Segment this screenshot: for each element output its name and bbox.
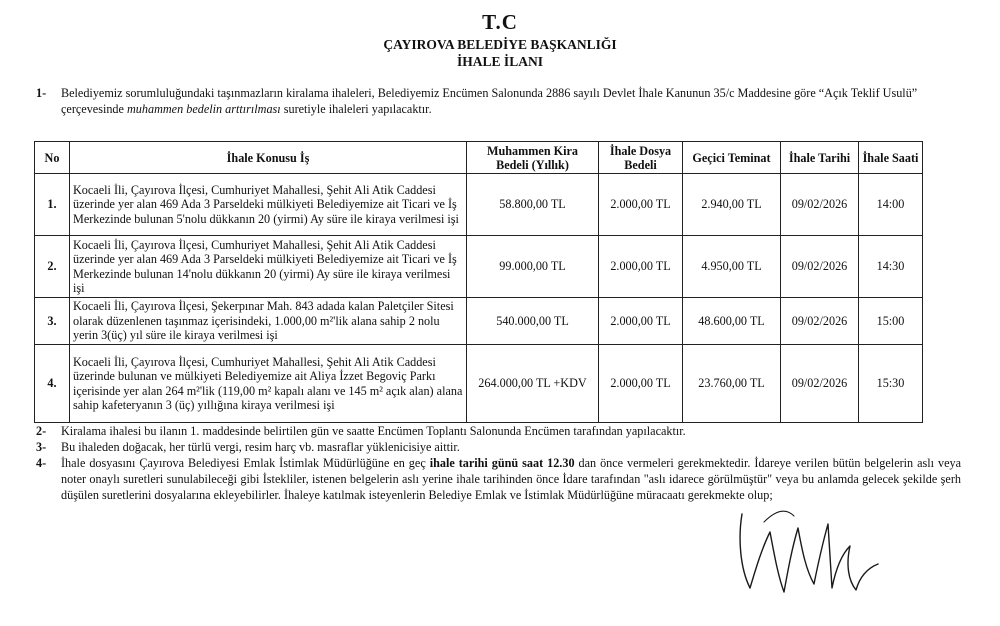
row-deposit: 2.940,00 TL bbox=[683, 174, 781, 236]
row-deposit: 23.760,00 TL bbox=[683, 345, 781, 423]
row-time: 14:30 bbox=[859, 236, 923, 298]
col-header-time: İhale Saati bbox=[859, 142, 923, 174]
note-3-number: 3- bbox=[36, 440, 47, 454]
row-time: 14:00 bbox=[859, 174, 923, 236]
intro-text-start: Belediyemiz sorumluluğundaki taşınmazların kiralama ihaleleri, Belediyemiz Encümen Salonunda 2886 sayılı Devlet İhale Kanunun 35/c Maddesine göre “Açık Teklif Usulü” çerçevesinde bbox=[61, 86, 918, 116]
intro-paragraph bbox=[61, 85, 961, 117]
row-deposit: 48.600,00 TL bbox=[683, 298, 781, 345]
row-number: 1. bbox=[35, 174, 70, 236]
row-subject: Kocaeli İli, Çayırova İlçesi, Şekerpınar Mah. 843 adada kalan Paletçiler Sitesi olarak düzenlenen taşınmaz içerisindeki, 1.000,00 m²'lik alana sahip 2 nolu yerin 3(üç) yıl süre ile kiraya verilmesi işi bbox=[70, 298, 467, 345]
col-header-date: İhale Tarihi bbox=[781, 142, 859, 174]
row-file-fee: 2.000,00 TL bbox=[599, 298, 683, 345]
note-4-text-start: İhale dosyasını Çayırova Belediyesi Emlak İstimlak Müdürlüğüne en geç bbox=[61, 456, 430, 470]
row-file-fee: 2.000,00 TL bbox=[599, 345, 683, 423]
header-subtitle: İHALE İLANI bbox=[457, 54, 543, 69]
row-rent: 540.000,00 TL bbox=[467, 298, 599, 345]
note-4-paragraph bbox=[61, 455, 961, 503]
table-row bbox=[35, 174, 923, 236]
row-number: 2. bbox=[35, 236, 70, 298]
note-2-text: Kiralama ihalesi bu ilanın 1. maddesinde belirtilen gün ve saatte Encümen Toplantı Salonunda Encümen tarafından yapılacaktır. bbox=[61, 424, 686, 438]
row-date: 09/02/2026 bbox=[781, 298, 859, 345]
intro-number: 1- bbox=[36, 86, 47, 100]
note-3-text: Bu ihaleden doğacak, her türlü vergi, resim harç vb. masraflar yüklenicisiye aittir. bbox=[61, 440, 460, 454]
col-header-subject: İhale Konusu İş bbox=[70, 142, 467, 174]
intro-text-italic: muhammen bedelin arttırılması bbox=[126, 102, 281, 116]
signature-icon bbox=[728, 498, 898, 610]
header-title: T.C bbox=[482, 10, 518, 34]
note-2-number: 2- bbox=[36, 424, 47, 438]
row-file-fee: 2.000,00 TL bbox=[599, 174, 683, 236]
col-header-no: No bbox=[35, 142, 70, 174]
row-date: 09/02/2026 bbox=[781, 174, 859, 236]
tender-table bbox=[34, 141, 923, 423]
table-row bbox=[35, 345, 923, 423]
row-time: 15:30 bbox=[859, 345, 923, 423]
note-4-number: 4- bbox=[36, 456, 47, 470]
row-date: 09/02/2026 bbox=[781, 345, 859, 423]
row-date: 09/02/2026 bbox=[781, 236, 859, 298]
header-institution: ÇAYIROVA BELEDİYE BAŞKANLIĞI bbox=[383, 37, 617, 52]
intro-text-end: suretiyle ihaleleri yapılacaktır. bbox=[280, 102, 432, 116]
row-number: 3. bbox=[35, 298, 70, 345]
col-header-file-fee: İhale Dosya Bedeli bbox=[599, 142, 683, 174]
row-rent: 99.000,00 TL bbox=[467, 236, 599, 298]
col-header-rent: Muhammen Kira Bedeli (Yıllık) bbox=[467, 142, 599, 174]
row-rent: 264.000,00 TL +KDV bbox=[467, 345, 599, 423]
row-subject: Kocaeli İli, Çayırova İlçesi, Cumhuriyet Mahallesi, Şehit Ali Atik Caddesi üzerinde yer alan 469 Ada 3 Parseldeki mülkiyeti Belediyemize ait Ticari ve İş Merkezinde bulunan 14'nolu dükkanın 20 (yirmi) Ay süre ile kiraya verilmesi işi bbox=[70, 236, 467, 298]
table-header-row bbox=[35, 142, 923, 174]
note-4-text-end: dan önce vermeleri gerekmektedir. İdareye verilen bütün belgelerin aslı veya noter onaylı suretleri sunulabileceği gibi İstekliler, istenen belgelerin aslı yerine ihale tarihinden önce İdare tarafından "aslı idarece görülmüştür" veya bu anlamda gelecek şekilde şerh düşülen suretlerini dosyalarına ekleyebilirler. İhaleye katılmak isteyenlerin Belediye Emlak ve İstimlak Müdürlüğüne müracaatı gerekmekte olup; bbox=[61, 456, 961, 502]
table-row bbox=[35, 298, 923, 345]
row-file-fee: 2.000,00 TL bbox=[599, 236, 683, 298]
col-header-deposit: Geçici Teminat bbox=[683, 142, 781, 174]
row-subject: Kocaeli İli, Çayırova İlçesi, Cumhuriyet Mahallesi, Şehit Ali Atik Caddesi üzerinde bulunan ve mülkiyeti Belediyemize ait Aliya İzzet Begoviç Parkı içerisinde yer alan 264 m²'lik (119,00 m² kapalı alanı ve 145 m² açık alan) alana sahip kafeteryanın 3 (üç) yıllığına kiraya verilmesi işi bbox=[70, 345, 467, 423]
row-rent: 58.800,00 TL bbox=[467, 174, 599, 236]
row-deposit: 4.950,00 TL bbox=[683, 236, 781, 298]
row-time: 15:00 bbox=[859, 298, 923, 345]
row-subject: Kocaeli İli, Çayırova İlçesi, Cumhuriyet Mahallesi, Şehit Ali Atik Caddesi üzerinde yer alan 469 Ada 3 Parseldeki mülkiyeti Belediyemize ait Ticari ve İş Merkezinde bulunan 5'nolu dükkanın 20 (yirmi) Ay süre ile kiraya verilmesi işi bbox=[70, 174, 467, 236]
note-4-text-bold: ihale tarihi günü saat 12.30 bbox=[429, 456, 575, 470]
table-row bbox=[35, 236, 923, 298]
row-number: 4. bbox=[35, 345, 70, 423]
